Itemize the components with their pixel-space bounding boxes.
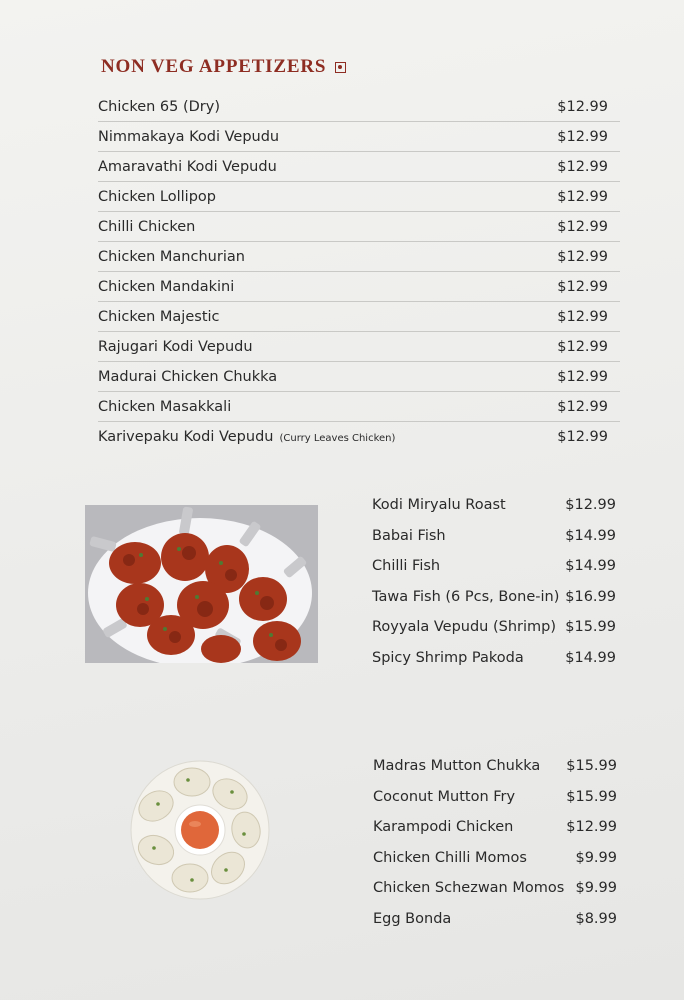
- item-name: Chicken Schezwan Momos: [373, 880, 565, 897]
- item-price: $12.99: [566, 819, 617, 836]
- item-price: $14.99: [565, 527, 616, 544]
- item-name: Chicken Lollipop: [98, 188, 216, 205]
- menu-item: [98, 422, 620, 451]
- item-price: $12.99: [557, 368, 608, 385]
- menu-item: [373, 782, 623, 813]
- item-price: $14.99: [565, 649, 616, 666]
- item-name: Coconut Mutton Fry: [373, 788, 516, 805]
- item-name: Chilli Chicken: [98, 218, 196, 235]
- menu-item: [98, 152, 620, 182]
- item-price: $8.99: [575, 910, 617, 927]
- item-price: $12.99: [557, 158, 608, 175]
- top-menu-list: [98, 92, 620, 451]
- middle-menu-list: [372, 490, 622, 673]
- menu-item: [98, 362, 620, 392]
- menu-item: [372, 612, 622, 643]
- item-name: Amaravathi Kodi Vepudu: [98, 158, 277, 175]
- menu-item: [98, 212, 620, 242]
- item-name: Madurai Chicken Chukka: [98, 368, 278, 385]
- item-name: Chicken Majestic: [98, 308, 220, 325]
- item-price: $12.99: [557, 218, 608, 235]
- item-note: (Curry Leaves Chicken): [279, 432, 396, 444]
- item-price: $12.99: [557, 98, 608, 115]
- item-name: Spicy Shrimp Pakoda: [372, 649, 524, 666]
- item-price: $9.99: [575, 880, 617, 897]
- menu-item: [372, 582, 622, 613]
- menu-item: [98, 242, 620, 272]
- item-name: Tawa Fish (6 Pcs, Bone-in): [372, 588, 560, 605]
- item-name: Karampodi Chicken: [373, 819, 514, 836]
- item-price: $12.99: [557, 278, 608, 295]
- item-price: $12.99: [557, 248, 608, 265]
- menu-item: [98, 332, 620, 362]
- menu-item: [372, 521, 622, 552]
- item-price: $15.99: [566, 758, 617, 775]
- menu-item: [372, 551, 622, 582]
- item-price: $12.99: [557, 428, 608, 445]
- item-price: $15.99: [565, 619, 616, 636]
- item-name: Chicken Manchurian: [98, 248, 245, 265]
- item-price: $12.99: [557, 308, 608, 325]
- item-price: $9.99: [575, 849, 617, 866]
- item-price: $16.99: [565, 588, 616, 605]
- menu-item: [98, 182, 620, 212]
- item-price: $12.99: [557, 398, 608, 415]
- menu-item: [373, 812, 623, 843]
- item-price: $12.99: [557, 188, 608, 205]
- item-name: Karivepaku Kodi Vepudu: [98, 428, 274, 445]
- bottom-menu-list: [373, 751, 623, 934]
- menu-item: [98, 392, 620, 422]
- item-name: Chicken Mandakini: [98, 278, 235, 295]
- item-price: $15.99: [566, 788, 617, 805]
- menu-item: [98, 302, 620, 332]
- item-name: Rajugari Kodi Vepudu: [98, 338, 253, 355]
- menu-item: [373, 751, 623, 782]
- menu-item: [373, 843, 623, 874]
- item-name: Nimmakaya Kodi Vepudu: [98, 128, 280, 145]
- menu-item: [373, 904, 623, 935]
- item-name: Royyala Vepudu (Shrimp): [372, 619, 557, 636]
- item-name: Chilli Fish: [372, 558, 441, 575]
- menu-item: [373, 873, 623, 904]
- menu-item: [372, 643, 622, 674]
- chicken-lollipop-photo: [85, 505, 318, 663]
- item-price: $12.99: [565, 497, 616, 514]
- menu-item: [372, 490, 622, 521]
- section-title: [101, 56, 346, 78]
- item-name: Madras Mutton Chukka: [373, 758, 541, 775]
- section-title-text: NON VEG APPETIZERS: [101, 56, 327, 77]
- non-veg-symbol-icon: [335, 62, 346, 73]
- item-name: Kodi Miryalu Roast: [372, 497, 506, 514]
- item-price: $14.99: [565, 558, 616, 575]
- item-name: Chicken 65 (Dry): [98, 98, 220, 115]
- item-price: $12.99: [557, 128, 608, 145]
- item-name: Babai Fish: [372, 527, 446, 544]
- item-price: $12.99: [557, 338, 608, 355]
- menu-item: [98, 122, 620, 152]
- item-name: Chicken Chilli Momos: [373, 849, 527, 866]
- menu-item: [98, 272, 620, 302]
- item-name: Egg Bonda: [373, 910, 452, 927]
- item-name: Chicken Masakkali: [98, 398, 232, 415]
- menu-item: [98, 92, 620, 122]
- momos-photo: [130, 760, 270, 900]
